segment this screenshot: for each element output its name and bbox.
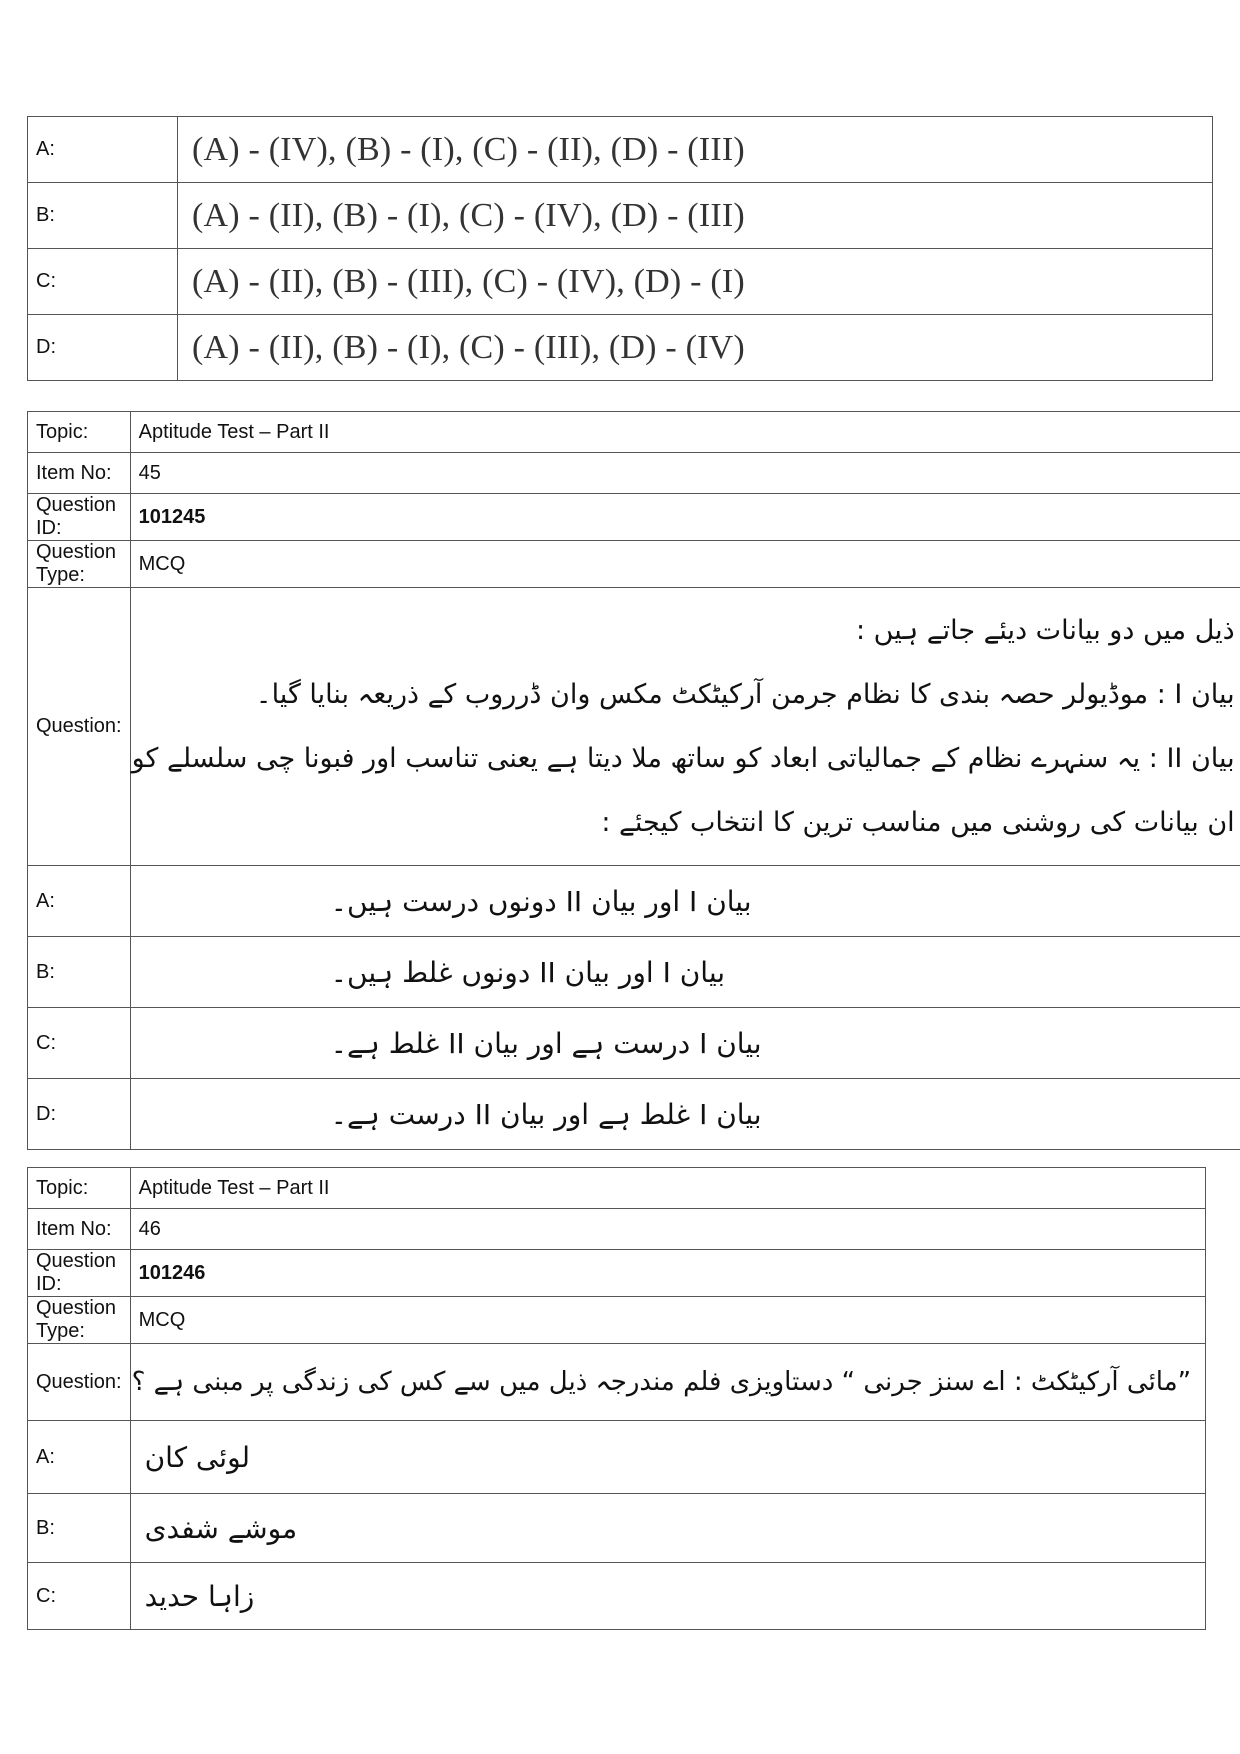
prev-options-table [27,116,1213,381]
item-no-value: 46 [130,1209,1206,1250]
question-type-value: MCQ [130,1297,1206,1344]
question-id-label: Question ID: [28,1250,131,1297]
topic-label: Topic: [28,1168,131,1209]
option-label: C: [28,1563,131,1630]
option-text: (A) - (II), (B) - (I), (C) - (IV), (D) - (III) [178,183,1213,249]
option-a-text: بیان I اور بیان II دونوں درست ہیں۔ [330,884,752,918]
question-id-value: 101245 [130,494,1240,541]
option-c-text: زاہا حدید [144,1579,255,1613]
option-b-text: بیان I اور بیان II دونوں غلط ہیں۔ [330,955,726,989]
option-row [28,183,1213,249]
option-text [130,937,1240,1008]
option-label: C: [28,1008,131,1079]
option-row [28,117,1213,183]
option-label: B: [28,183,178,249]
question-label: Question: [28,1344,131,1421]
topic-value: Aptitude Test – Part II [130,412,1240,453]
question-text: ”مائی آرکیٹکٹ : اے سنز جرنی “ دستاویزی فلم مندرجہ ذیل میں سے کس کی زندگی پر مبنی ہے ؟ [130,1344,1206,1421]
option-text: (A) - (IV), (B) - (I), (C) - (II), (D) - (III) [178,117,1213,183]
option-text [130,1494,1206,1563]
option-label: B: [28,1494,131,1563]
question-text [130,588,1240,866]
option-label: D: [28,1079,131,1150]
question-line: بیان I : موڈیولر حصہ بندی کا نظام جرمن آرکیٹکٹ مکس وان ڈرروب کے ذریعہ بنایا گیا۔ [255,678,1235,710]
option-text: (A) - (II), (B) - (I), (C) - (III), (D) - (IV) [178,315,1213,381]
option-label: C: [28,249,178,315]
option-b-text: موشے شفدی [144,1511,298,1545]
item-no-label: Item No: [28,453,131,494]
topic-label: Topic: [28,412,131,453]
question-line: ذیل میں دو بیانات دیئے جاتے ہیں : [855,614,1235,646]
item-no-label: Item No: [28,1209,131,1250]
question-type-value: MCQ [130,541,1240,588]
option-label: B: [28,937,131,1008]
option-text [130,1008,1240,1079]
question-type-label: Question Type: [28,541,131,588]
option-row [28,315,1213,381]
option-text [130,1421,1206,1494]
question-line: ان بیانات کی روشنی میں مناسب ترین کا انتخاب کیجئے : [601,806,1235,838]
question-45-table [27,411,1240,1150]
question-id-value: 101246 [130,1250,1206,1297]
option-label: A: [28,866,131,937]
option-label: A: [28,1421,131,1494]
option-d-text: بیان I غلط ہے اور بیان II درست ہے۔ [330,1097,762,1131]
option-text [130,866,1240,937]
option-label: D: [28,315,178,381]
option-c-text: بیان I درست ہے اور بیان II غلط ہے۔ [330,1026,762,1060]
option-row [28,249,1213,315]
option-a-text: لوئی کان [144,1440,251,1474]
option-label: A: [28,117,178,183]
option-text: (A) - (II), (B) - (III), (C) - (IV), (D) - (I) [178,249,1213,315]
question-type-label: Question Type: [28,1297,131,1344]
option-text [130,1079,1240,1150]
topic-value: Aptitude Test – Part II [130,1168,1206,1209]
question-id-label: Question ID: [28,494,131,541]
question-line: بیان II : یہ سنہرے نظام کے جمالیاتی ابعاد کو ساتھ ملا دیتا ہے یعنی تناسب اور فبونا چی سلسلے کو [131,742,1235,774]
question-46-table [27,1167,1206,1630]
item-no-value: 45 [130,453,1240,494]
question-label: Question: [28,588,131,866]
option-text [130,1563,1206,1630]
